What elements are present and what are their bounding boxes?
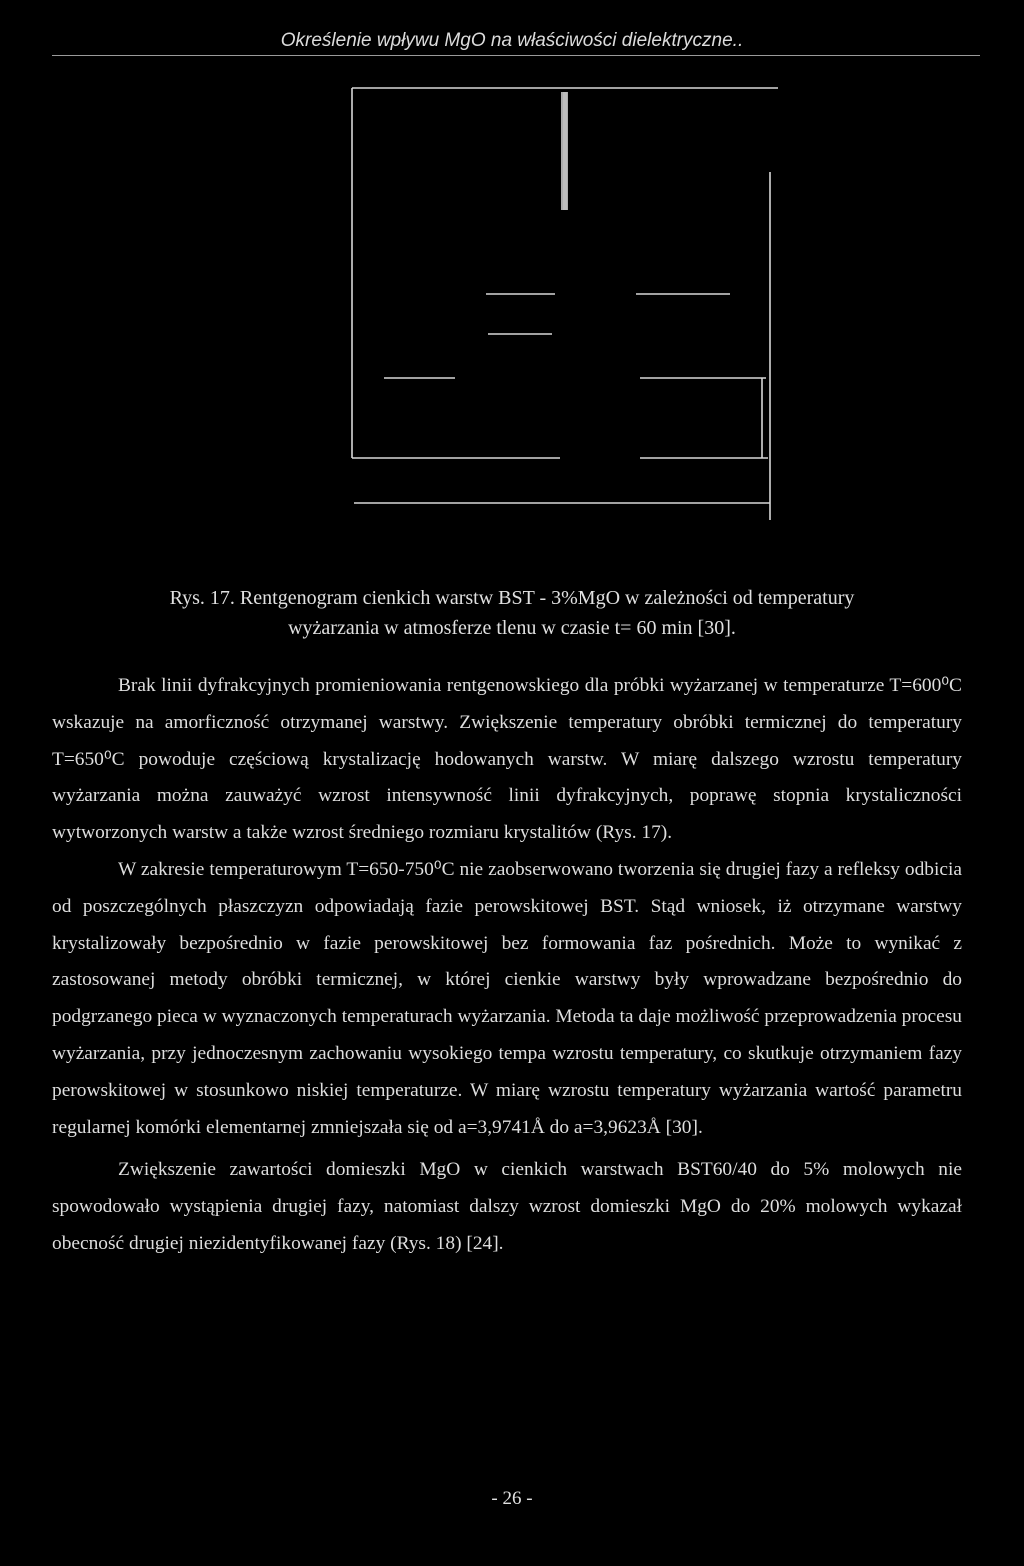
paragraph-1: Brak linii dyfrakcyjnych promieniowania rentgenowskiego dla próbki wyżarzanej w temperaturze T=600⁰C wskazuje na amorficzność otrzymanej warstwy. Zwiększenie temperatury obróbki termicznej do temperatury T=650⁰C powoduje częściową krystalizację hodowanych warstw. W miarę dalszego wzrostu temperatury wyżarzania można zauważyć wzrost intensywność linii dyfrakcyjnych, poprawę stopnia krystaliczności wytworzonych warstw a także wzrost średniego rozmiaru krystalitów (Rys. 17).: [52, 675, 962, 844]
figure-caption: [0, 583, 1024, 643]
main-peak-fill: [563, 92, 567, 210]
page-number: - 26 -: [491, 1488, 533, 1509]
body-text: [52, 668, 962, 1263]
paragraph-2: W zakresie temperaturowym T=650-750⁰C nie zaobserwowano tworzenia się drugiej fazy a refleksy odbicia od poszczególnych płaszczyzn odpowiadają fazie perowskitowej BST. Stąd wniosek, iż otrzymane warstwy krystalizowały bezpośrednio w fazie perowskitowej bez formowania faz pośrednich. Może to wynikać z zastosowanej metody obróbki termicznej, w której cienkie warstwy były wprowadzane bezpośrednio do podgrzanego pieca w wyznaczonych temperaturach wyżarzania. Metoda ta daje możliwość przeprowadzenia procesu wyżarzania, przy jednoczesnym zachowaniu wysokiego tempa wzrostu temperatury, co skutkuje otrzymaniem fazy perowskitowej w stosunkowo niskiej temperaturze. W miarę wzrostu temperatury wyżarzania wartość parametru regularnej komórki elementarnej zmniejszała się od a=3,9741Å do a=3,9623Å [30].: [52, 858, 962, 1138]
xrd-figure: [0, 0, 1024, 560]
caption-line-2: wyżarzania w atmosferze tlenu w czasie t= 60 min [30].: [288, 617, 736, 639]
paragraph-3: Zwiększenie zawartości domieszki MgO w cienkich warstwach BST60/40 do 5% molowych nie spowodowało wystąpienia drugiej fazy, natomiast dalszy wzrost domieszki MgO do 20% molowych wykazał obecność drugiej niezidentyfikowanej fazy (Rys. 18) [24].: [52, 1159, 962, 1254]
running-header: Określenie wpływu MgO na właściwości dielektryczne..: [280, 30, 744, 51]
caption-line-1: Rys. 17. Rentgenogram cienkich warstw BST - 3%MgO w zależności od temperatury: [169, 587, 855, 609]
